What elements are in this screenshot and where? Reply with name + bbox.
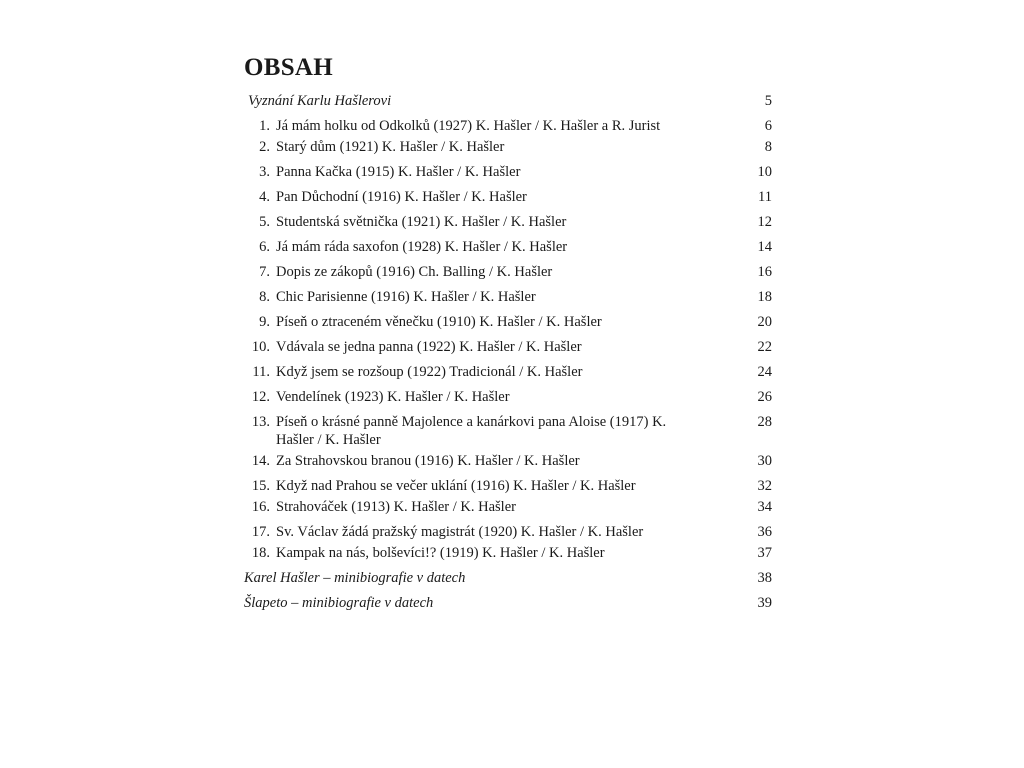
toc-entry-number: 6. <box>259 239 270 255</box>
toc-entry-18 <box>244 544 772 562</box>
toc-entry-title: Sv. Václav žádá pražský magistrát (1920) K. Hašler / K. Hašler <box>276 524 644 540</box>
toc-entry-14 <box>244 452 772 470</box>
toc-entry-page: 37 <box>757 545 772 561</box>
toc-entry-title: Píseň o krásné panně Majolence a kanárkovi pana Aloise (1917) K. Hašler / K. Hašler <box>276 414 667 448</box>
toc-entry-title: Já mám holku od Odkolků (1927) K. Hašler / K. Hašler a R. Jurist <box>276 118 661 134</box>
toc-entry-page: 32 <box>757 478 772 494</box>
toc-entry-17 <box>244 523 772 541</box>
toc-entry-page: 38 <box>757 570 772 586</box>
toc-entry-page: 5 <box>764 93 772 109</box>
toc-entry-number: 4. <box>259 189 270 205</box>
toc-entry-page: 11 <box>758 189 772 205</box>
toc-entry-6 <box>244 238 772 256</box>
toc-entry-9 <box>244 313 772 331</box>
toc-entry-number: 2. <box>259 139 270 155</box>
toc-entry-page: 36 <box>757 524 772 540</box>
toc-entry-title: Vdávala se jedna panna (1922) K. Hašler / K. Hašler <box>276 339 582 355</box>
toc-entry-page: 30 <box>757 453 772 469</box>
toc-entry-10 <box>244 338 772 356</box>
toc-entry-title: Karel Hašler – minibiografie v datech <box>244 570 466 586</box>
toc-entry-16 <box>244 498 772 516</box>
toc-entry-4 <box>244 188 772 206</box>
toc-entry-title: Já mám ráda saxofon (1928) K. Hašler / K. Hašler <box>276 239 568 255</box>
toc-entry-page: 22 <box>757 339 772 355</box>
toc-entry-title: Za Strahovskou branou (1916) K. Hašler / K. Hašler <box>276 453 580 469</box>
toc-entry-page: 8 <box>764 139 772 155</box>
toc-entry-13 <box>244 413 772 449</box>
toc-entry-title: Píseň o ztraceném věnečku (1910) K. Hašler / K. Hašler <box>276 314 602 330</box>
toc-entry-page: 26 <box>757 389 772 405</box>
table-of-contents <box>244 52 772 619</box>
toc-entry-title: Studentská světnička (1921) K. Hašler / K. Hašler <box>276 214 567 230</box>
toc-entry-number: 12. <box>251 389 270 405</box>
toc-entry-15 <box>244 477 772 495</box>
toc-entry-title: Když nad Prahou se večer uklání (1916) K. Hašler / K. Hašler <box>276 478 636 494</box>
toc-entry-7 <box>244 263 772 281</box>
toc-entry-title: Šlapeto – minibiografie v datech <box>244 595 434 611</box>
toc-entry-number: 3. <box>259 164 270 180</box>
toc-entry-number: 17. <box>251 524 270 540</box>
toc-entry-page: 34 <box>757 499 772 515</box>
toc-intro-entry <box>244 92 772 110</box>
toc-entry-title: Vyznání Karlu Hašlerovi <box>248 93 392 109</box>
toc-entry-11 <box>244 363 772 381</box>
toc-entry-number: 8. <box>259 289 270 305</box>
toc-entry-12 <box>244 388 772 406</box>
toc-entry-title: Vendelínek (1923) K. Hašler / K. Hašler <box>276 389 510 405</box>
toc-outro-entry-1 <box>244 569 772 587</box>
toc-entry-2 <box>244 138 772 156</box>
toc-entry-number: 9. <box>259 314 270 330</box>
toc-entry-number: 1. <box>259 118 270 134</box>
toc-entry-number: 14. <box>251 453 270 469</box>
toc-entry-page: 20 <box>757 314 772 330</box>
toc-entry-number: 10. <box>251 339 270 355</box>
toc-entry-number: 13. <box>251 414 270 430</box>
toc-entry-title: Dopis ze zákopů (1916) Ch. Balling / K. Hašler <box>276 264 553 280</box>
toc-entry-page: 6 <box>764 118 772 134</box>
toc-entry-1 <box>244 117 772 135</box>
toc-entry-page: 10 <box>757 164 772 180</box>
toc-entry-number: 16. <box>251 499 270 515</box>
toc-entry-page: 14 <box>757 239 772 255</box>
toc-entry-title: Kampak na nás, bolševíci!? (1919) K. Hašler / K. Hašler <box>276 545 605 561</box>
toc-entry-3 <box>244 163 772 181</box>
toc-entry-page: 24 <box>757 364 772 380</box>
toc-outro-entry-2 <box>244 594 772 612</box>
toc-entry-title: Pan Důchodní (1916) K. Hašler / K. Hašler <box>276 189 527 205</box>
page-title: OBSAH <box>244 54 334 81</box>
toc-entry-number: 7. <box>259 264 270 280</box>
toc-entry-page: 16 <box>757 264 772 280</box>
toc-entry-5 <box>244 213 772 231</box>
toc-entry-title: Chic Parisienne (1916) K. Hašler / K. Hašler <box>276 289 536 305</box>
toc-entry-page: 39 <box>757 595 772 611</box>
toc-entry-number: 18. <box>251 545 270 561</box>
toc-entry-title: Strahováček (1913) K. Hašler / K. Hašler <box>276 499 516 515</box>
toc-entry-number: 11. <box>252 364 270 380</box>
toc-entry-page: 18 <box>757 289 772 305</box>
toc-entry-number: 15. <box>251 478 270 494</box>
toc-entry-8 <box>244 288 772 306</box>
toc-entry-page: 28 <box>757 414 772 430</box>
toc-entry-title: Když jsem se rozšoup (1922) Tradicionál / K. Hašler <box>276 364 583 380</box>
toc-entry-number: 5. <box>259 214 270 230</box>
toc-entry-page: 12 <box>757 214 772 230</box>
toc-entry-title: Panna Kačka (1915) K. Hašler / K. Hašler <box>276 164 521 180</box>
toc-entry-title: Starý dům (1921) K. Hašler / K. Hašler <box>276 139 505 155</box>
